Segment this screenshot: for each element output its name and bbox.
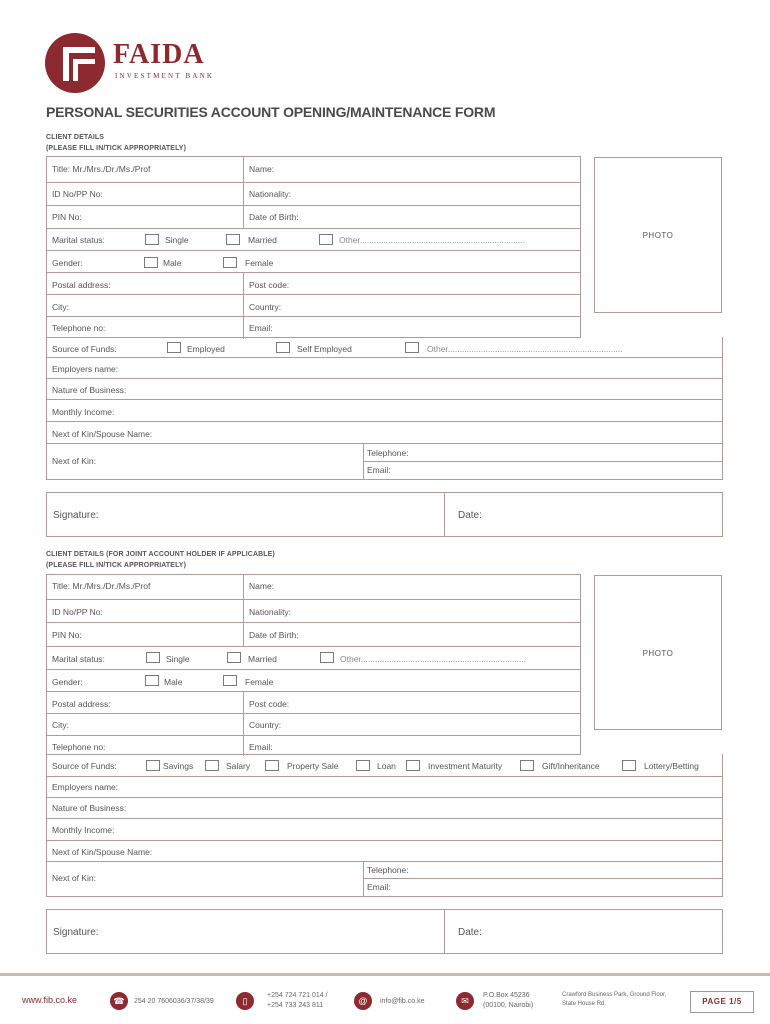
- property-sale-label: Property Sale: [287, 761, 339, 771]
- joint-section-title: CLIENT DETAILS (FOR JOINT ACCOUNT HOLDER IF APPLICABLE): [46, 551, 275, 558]
- joint-date-field[interactable]: Date:: [458, 927, 482, 938]
- logo-subtitle: INVESTMENT BANK: [115, 72, 215, 80]
- joint-next-of-kin-field[interactable]: Next of Kin:: [52, 873, 96, 883]
- loan-checkbox[interactable]: [356, 760, 370, 771]
- source-of-funds-label: Source of Funds:: [52, 344, 117, 354]
- joint-section-instructions: (PLEASE FILL IN/TICK APPROPRIATELY): [46, 562, 187, 569]
- mobile-number-2: +254 733 243 811: [267, 1002, 324, 1009]
- kin-telephone-field[interactable]: Telephone:: [367, 448, 409, 458]
- joint-funds-details-grid: [46, 754, 723, 897]
- logo-name: FAIDA: [113, 39, 205, 70]
- joint-city-field[interactable]: City:: [52, 720, 69, 730]
- savings-checkbox[interactable]: [146, 760, 160, 771]
- joint-id-number-field[interactable]: ID No/PP No:: [52, 607, 103, 617]
- joint-post-code-field[interactable]: Post code:: [249, 699, 290, 709]
- gift-inheritance-checkbox[interactable]: [520, 760, 534, 771]
- joint-gender-label: Gender:: [52, 677, 83, 687]
- gender-label: Gender:: [52, 258, 83, 268]
- joint-signature-field[interactable]: Signature:: [53, 927, 99, 938]
- employed-label: Employed: [187, 344, 225, 354]
- email-icon: @: [354, 992, 372, 1010]
- kin-email-field[interactable]: Email:: [367, 465, 391, 475]
- nationality-field[interactable]: Nationality:: [249, 189, 292, 199]
- page-footer: [0, 973, 770, 1024]
- email-address[interactable]: info@fib.co.ke: [380, 998, 425, 1005]
- other-source-field[interactable]: Other..........................................................................: [427, 344, 623, 354]
- joint-nationality-field[interactable]: Nationality:: [249, 607, 292, 617]
- city-field[interactable]: City:: [52, 302, 69, 312]
- name-field[interactable]: Name:: [249, 164, 275, 174]
- funds-details-grid: [46, 337, 723, 480]
- joint-single-label: Single: [166, 654, 190, 664]
- phone-icon: ☎: [110, 992, 128, 1010]
- lottery-betting-checkbox[interactable]: [622, 760, 636, 771]
- photo-box[interactable]: [594, 157, 722, 313]
- lottery-betting-label: Lottery/Betting: [644, 761, 699, 771]
- title-field[interactable]: Title: Mr./Mrs./Dr./Ms./Prof: [52, 164, 151, 174]
- joint-client-details-grid: [46, 574, 581, 755]
- joint-title-field[interactable]: Title: Mr./Mrs./Dr./Ms./Prof: [52, 581, 151, 591]
- married-label: Married: [248, 235, 277, 245]
- joint-female-label: Female: [245, 677, 274, 687]
- joint-telephone-field[interactable]: Telephone no:: [52, 742, 106, 752]
- section-instructions: (PLEASE FILL IN/TICK APPROPRIATELY): [46, 145, 187, 152]
- joint-female-checkbox[interactable]: [223, 675, 237, 686]
- bank-logo: [45, 33, 225, 93]
- joint-signature-block: [46, 909, 723, 954]
- joint-employers-name-field[interactable]: Employers name:: [52, 782, 119, 792]
- signature-field[interactable]: Signature:: [53, 510, 99, 521]
- address-line-2: State House Rd.: [562, 1001, 607, 1007]
- po-box-line-1: P.O.Box 45236: [483, 992, 530, 999]
- savings-label: Savings: [163, 761, 194, 771]
- other-marital-field[interactable]: Other......................................................................: [339, 235, 526, 245]
- joint-pin-field[interactable]: PIN No:: [52, 630, 82, 640]
- investment-maturity-checkbox[interactable]: [406, 760, 420, 771]
- telephone-field[interactable]: Telephone no:: [52, 323, 106, 333]
- po-box-line-2: (00100, Nairobi): [483, 1002, 534, 1009]
- website-link[interactable]: www.fib.co.ke: [22, 995, 78, 1005]
- joint-photo-label: PHOTO: [642, 649, 674, 658]
- joint-other-marital-field[interactable]: Other......................................................................: [340, 654, 527, 664]
- mail-envelope-icon: ✉: [456, 992, 474, 1010]
- single-checkbox[interactable]: [145, 234, 159, 245]
- loan-label: Loan: [377, 761, 396, 771]
- self-employed-label: Self Employed: [297, 344, 352, 354]
- client-details-grid: [46, 156, 581, 338]
- photo-label: PHOTO: [642, 231, 674, 240]
- post-code-field[interactable]: Post code:: [249, 280, 290, 290]
- joint-married-label: Married: [248, 654, 277, 664]
- logo-mark-icon: [45, 33, 105, 93]
- self-employed-checkbox[interactable]: [276, 342, 290, 353]
- joint-next-of-kin-spouse-field[interactable]: Next of Kin/Spouse Name:: [52, 847, 153, 857]
- joint-other-marital-checkbox[interactable]: [320, 652, 334, 663]
- landline-numbers: 254 20 7606036/37/38/39: [134, 998, 214, 1005]
- mobile-number-1: +254 724 721 014 /: [267, 992, 328, 999]
- joint-postal-address-field[interactable]: Postal address:: [52, 699, 111, 709]
- joint-single-checkbox[interactable]: [146, 652, 160, 663]
- single-label: Single: [165, 235, 189, 245]
- pin-field[interactable]: PIN No:: [52, 212, 82, 222]
- joint-email-field[interactable]: Email:: [249, 742, 273, 752]
- joint-source-of-funds-label: Source of Funds:: [52, 761, 117, 771]
- married-checkbox[interactable]: [226, 234, 240, 245]
- section-heading: [46, 132, 186, 154]
- date-of-birth-field[interactable]: Date of Birth:: [249, 212, 299, 222]
- female-label: Female: [245, 258, 274, 268]
- joint-photo-box[interactable]: [594, 575, 722, 730]
- male-checkbox[interactable]: [144, 257, 158, 268]
- email-field[interactable]: Email:: [249, 323, 273, 333]
- address-line-1: Crawford Business Park, Ground Floor,: [562, 992, 667, 998]
- joint-date-of-birth-field[interactable]: Date of Birth:: [249, 630, 299, 640]
- other-marital-checkbox[interactable]: [319, 234, 333, 245]
- joint-country-field[interactable]: Country:: [249, 720, 282, 730]
- monthly-income-field[interactable]: Monthly Income:: [52, 407, 115, 417]
- joint-name-field[interactable]: Name:: [249, 581, 275, 591]
- form-title: PERSONAL SECURITIES ACCOUNT OPENING/MAINTENANCE FORM: [46, 104, 496, 120]
- page-number: PAGE 1/5: [690, 991, 754, 1013]
- joint-male-label: Male: [164, 677, 183, 687]
- joint-male-checkbox[interactable]: [145, 675, 159, 686]
- id-number-field[interactable]: ID No/PP No:: [52, 189, 103, 199]
- employed-checkbox[interactable]: [167, 342, 181, 353]
- salary-checkbox[interactable]: [205, 760, 219, 771]
- next-of-kin-spouse-field[interactable]: Next of Kin/Spouse Name:: [52, 429, 153, 439]
- country-field[interactable]: Country:: [249, 302, 282, 312]
- salary-label: Salary: [226, 761, 251, 771]
- gift-inheritance-label: Gift/Inheritance: [542, 761, 600, 771]
- date-field[interactable]: Date:: [458, 510, 482, 521]
- nature-of-business-field[interactable]: Nature of Business:: [52, 385, 127, 395]
- marital-status-label: Marital status:: [52, 235, 105, 245]
- joint-section-heading: [46, 549, 275, 571]
- section-title: CLIENT DETAILS: [46, 134, 105, 141]
- joint-marital-status-label: Marital status:: [52, 654, 105, 664]
- joint-nature-of-business-field[interactable]: Nature of Business:: [52, 803, 127, 813]
- employers-name-field[interactable]: Employers name:: [52, 364, 119, 374]
- postal-address-field[interactable]: Postal address:: [52, 280, 111, 290]
- mobile-icon: ▯: [236, 992, 254, 1010]
- joint-married-checkbox[interactable]: [227, 652, 241, 663]
- joint-kin-telephone-field[interactable]: Telephone:: [367, 865, 409, 875]
- signature-block: [46, 492, 723, 537]
- next-of-kin-field[interactable]: Next of Kin:: [52, 456, 96, 466]
- female-checkbox[interactable]: [223, 257, 237, 268]
- joint-monthly-income-field[interactable]: Monthly Income:: [52, 825, 115, 835]
- other-source-checkbox[interactable]: [405, 342, 419, 353]
- male-label: Male: [163, 258, 182, 268]
- investment-maturity-label: Investment Maturity: [428, 761, 503, 771]
- property-sale-checkbox[interactable]: [265, 760, 279, 771]
- joint-kin-email-field[interactable]: Email:: [367, 882, 391, 892]
